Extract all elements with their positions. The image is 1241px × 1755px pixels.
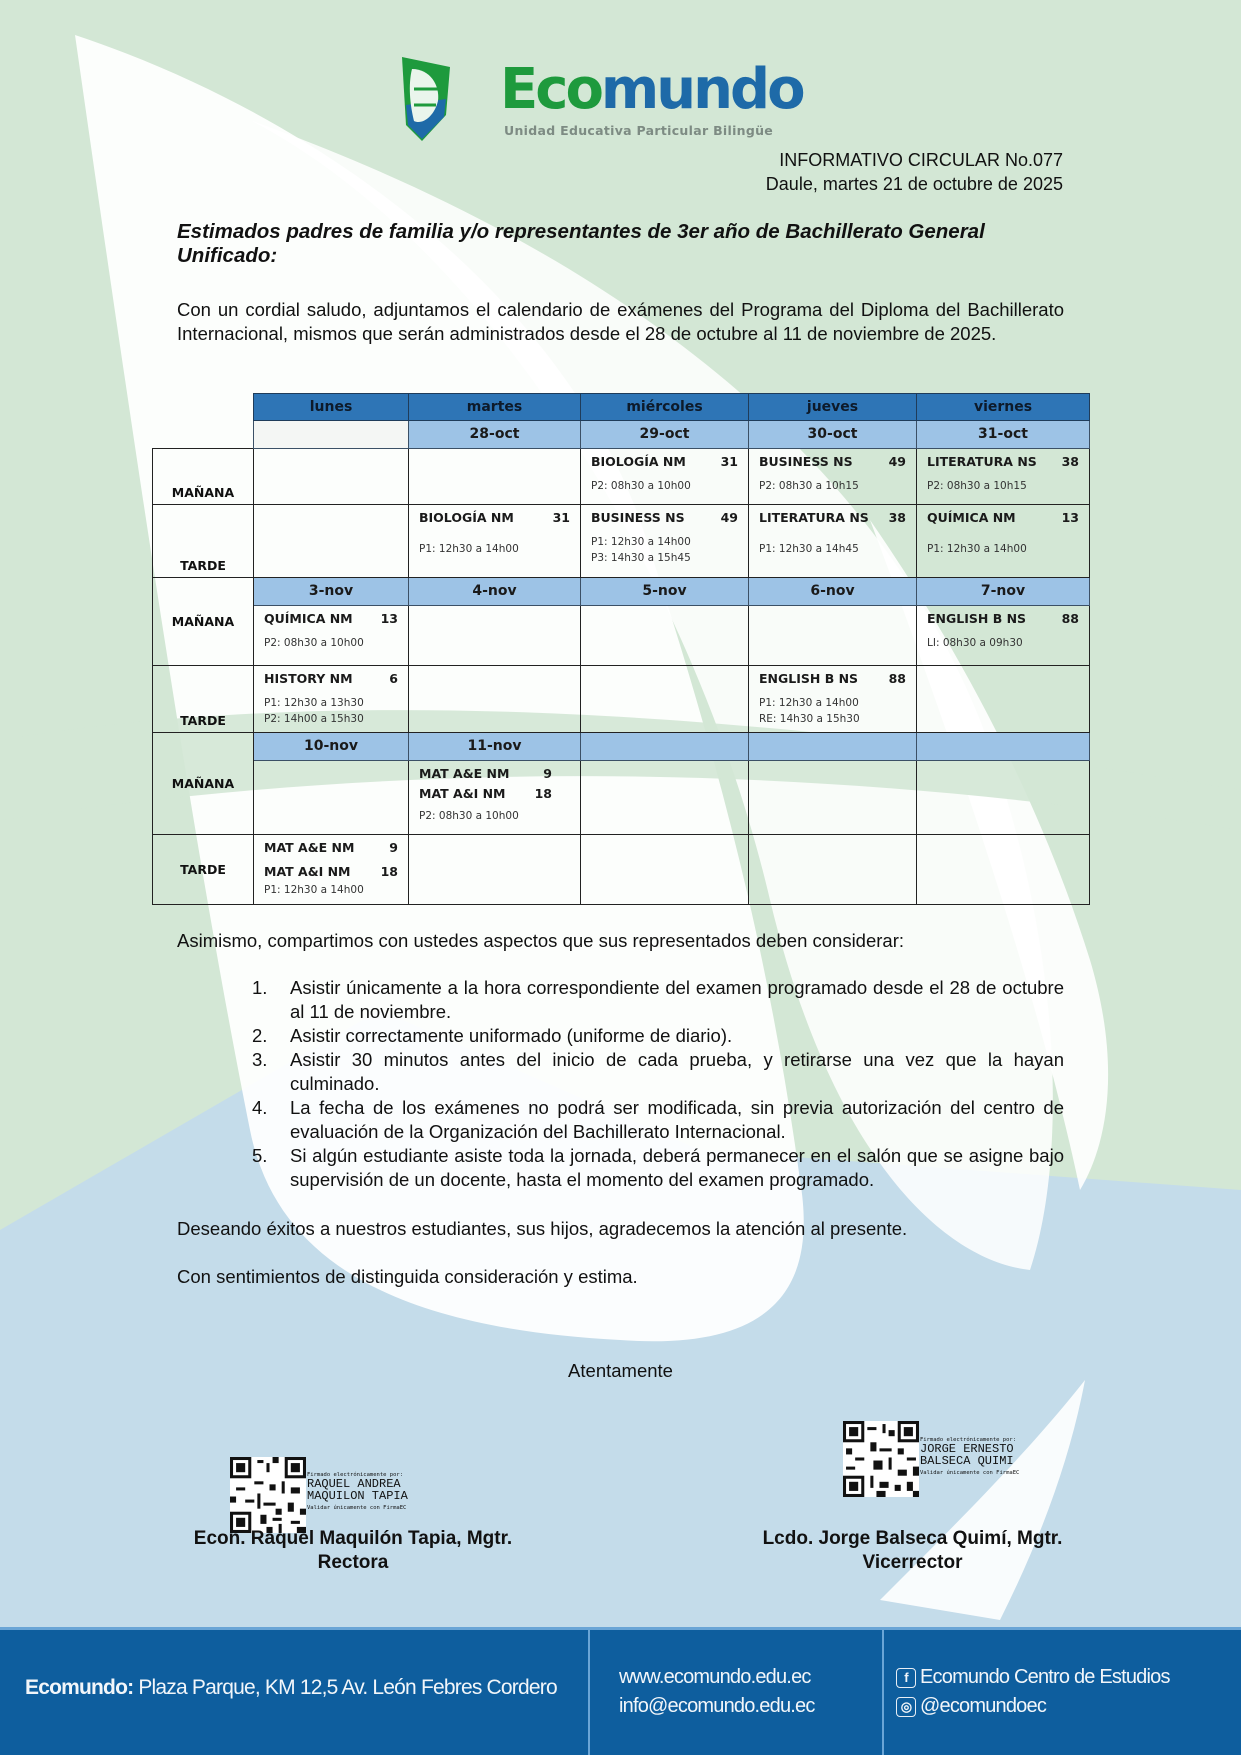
closing-wishes: Deseando éxitos a nuestros estudiantes, sus hijos, agradecemos la atención al presente. xyxy=(177,1218,908,1239)
schedule-cell xyxy=(409,606,581,666)
slot-label-morning: MAÑANA xyxy=(153,733,254,835)
day-header: jueves xyxy=(749,394,917,421)
footer-address: Ecomundo: Plaza Parque, KM 12,5 Av. León Febres Cordero xyxy=(25,1676,557,1699)
exam-entry: BUSINESS NS 49 xyxy=(591,510,738,525)
schedule-cell xyxy=(581,761,749,835)
schedule-cell xyxy=(409,761,581,835)
exam-time: P1: 12h30 a 14h00 xyxy=(264,884,364,896)
exam-entry: ENGLISH B NS 88 xyxy=(759,671,906,686)
circular-number: INFORMATIVO CIRCULAR No.077 xyxy=(779,150,1063,170)
exam-schedule-table xyxy=(152,393,1090,905)
exam-time: P1: 12h30 a 14h45 xyxy=(759,543,859,555)
table-corner xyxy=(153,421,254,449)
qr-code-icon[interactable] xyxy=(843,1421,919,1497)
exam-entry: BIOLOGÍA NM 31 xyxy=(591,454,738,469)
footer-bar xyxy=(0,1627,1241,1755)
exam-time: P1: 12h30 a 14h00 xyxy=(419,543,519,555)
facebook-link[interactable]: f Ecomundo Centro de Estudios xyxy=(896,1663,1170,1692)
instagram-icon: ◎ xyxy=(896,1697,916,1717)
schedule-cell xyxy=(409,505,581,578)
exam-time: P2: 08h30 a 10h00 xyxy=(419,810,519,822)
date-header: 31-oct xyxy=(917,421,1090,449)
date-header: 29-oct xyxy=(581,421,749,449)
schedule-cell xyxy=(749,606,917,666)
slot-label-afternoon: TARDE xyxy=(153,835,254,905)
list-item: 2. Asistir correctamente uniformado (uniforme de diario). xyxy=(252,1025,733,1046)
schedule-cell xyxy=(749,666,917,733)
signatory-role: Rectora xyxy=(317,1552,389,1573)
date-header: 11-nov xyxy=(409,733,581,761)
schedule-cell xyxy=(749,449,917,505)
day-header: martes xyxy=(409,394,581,421)
e-signature-stamp: Firmado electrónicamente por: RAQUEL ANDREA MAQUILON TAPIA Validar únicamente con FirmaEC xyxy=(307,1472,408,1511)
exam-entry: BIOLOGÍA NM 31 xyxy=(419,510,570,525)
schedule-cell xyxy=(581,666,749,733)
schedule-cell xyxy=(254,606,409,666)
exam-time: LI: 08h30 a 09h30 xyxy=(927,637,1023,649)
footer-divider xyxy=(882,1630,884,1755)
slot-label-morning: MAÑANA xyxy=(153,449,254,505)
slot-label-afternoon: TARDE xyxy=(153,505,254,578)
date-header xyxy=(917,733,1090,761)
logo-wordmark: Ecomundo xyxy=(500,57,803,122)
date-header xyxy=(749,733,917,761)
list-item: 1. Asistir únicamente a la hora correspondiente del examen programado desde el 28 de octubre al 11 de noviembre. xyxy=(252,977,1064,1022)
schedule-cell xyxy=(917,835,1090,905)
schedule-cell xyxy=(749,761,917,835)
schedule-cell xyxy=(254,505,409,578)
schedule-cell xyxy=(254,666,409,733)
schedule-cell xyxy=(409,449,581,505)
exam-time: P1: 12h30 a 13h30 xyxy=(264,697,364,709)
exam-time: RE: 14h30 a 15h30 xyxy=(759,713,860,725)
exam-time: P1: 12h30 a 14h00 xyxy=(927,543,1027,555)
schedule-cell xyxy=(917,449,1090,505)
date-header: 3-nov xyxy=(254,578,409,606)
signatory-role: Vicerrector xyxy=(862,1552,963,1573)
date-header: 30-oct xyxy=(749,421,917,449)
exam-time: P2: 08h30 a 10h15 xyxy=(927,480,1027,492)
exam-time: P2: 08h30 a 10h00 xyxy=(264,637,364,649)
e-signature-stamp: Firmado electrónicamente por: JORGE ERNESTO BALSECA QUIMI Validar únicamente con FirmaEC xyxy=(920,1437,1020,1476)
list-item: 5. Si algún estudiante asiste toda la jornada, deberá permanecer en el salón que se asigne bajo supervisión de un docente, hasta el momento del examen programado. xyxy=(252,1145,1064,1190)
schedule-cell xyxy=(254,761,409,835)
schedule-cell xyxy=(917,761,1090,835)
schedule-cell xyxy=(581,505,749,578)
exam-entry: QUÍMICA NM 13 xyxy=(264,611,398,626)
footer-divider xyxy=(588,1630,590,1755)
website-link[interactable]: www.ecomundo.edu.ec xyxy=(619,1666,811,1688)
date-header: 5-nov xyxy=(581,578,749,606)
schedule-cell xyxy=(917,666,1090,733)
schedule-cell xyxy=(581,449,749,505)
email-link[interactable]: info@ecomundo.edu.ec xyxy=(619,1695,815,1717)
exam-time: P2: 14h00 a 15h30 xyxy=(264,713,364,725)
slot-label-morning: MAÑANA xyxy=(153,578,254,666)
exam-time: P3: 14h30 a 15h45 xyxy=(591,552,691,564)
place-date: Daule, martes 21 de octubre de 2025 xyxy=(765,174,1063,194)
exam-schedule xyxy=(152,393,1089,905)
shield-leaf-icon xyxy=(400,55,452,143)
exam-time: P1: 12h30 a 14h00 xyxy=(591,536,691,548)
schedule-cell xyxy=(581,606,749,666)
slot-label-afternoon: TARDE xyxy=(153,666,254,733)
signature-rectora xyxy=(150,1527,556,1575)
schedule-cell xyxy=(749,505,917,578)
exam-entry: QUÍMICA NM 13 xyxy=(927,510,1079,525)
list-item: 3. Asistir 30 minutos antes del inicio de cada prueba, y retirarse una vez que la hayan culminado. xyxy=(252,1049,1064,1094)
schedule-cell xyxy=(917,505,1090,578)
date-header: 7-nov xyxy=(917,578,1090,606)
exam-entry: ENGLISH B NS 88 xyxy=(927,611,1079,626)
date-header xyxy=(581,733,749,761)
table-corner xyxy=(153,394,254,421)
schedule-cell xyxy=(254,449,409,505)
schedule-cell xyxy=(917,606,1090,666)
schedule-cell xyxy=(581,835,749,905)
greeting: Estimados padres de familia y/o representantes de 3er año de Bachillerato General Unificado: xyxy=(177,220,985,267)
date-header xyxy=(254,421,409,449)
list-item: 4. La fecha de los exámenes no podrá ser modificada, sin previa autorización del centro de evaluación de la Organización del Bachillerato Internacional. xyxy=(252,1097,1064,1142)
schedule-cell xyxy=(254,835,409,905)
exam-entry: LITERATURA NS 38 xyxy=(759,510,906,525)
exam-entry: MAT A&I NM 18 xyxy=(419,786,552,801)
footer-social xyxy=(896,1663,1170,1721)
considerations-intro: Asimismo, compartimos con ustedes aspectos que sus representados deben considerar: xyxy=(177,930,905,951)
intro-paragraph: Con un cordial saludo, adjuntamos el calendario de exámenes del Programa del Diploma del Bachillerato Internacional, mismos que serán administrados desde el 28 de octubre al 11 de noviembre de 2025. xyxy=(177,299,1064,344)
day-header: lunes xyxy=(254,394,409,421)
signature-vicerrector xyxy=(720,1527,1105,1575)
exam-time: P2: 08h30 a 10h15 xyxy=(759,480,859,492)
date-header: 6-nov xyxy=(749,578,917,606)
closing-regards: Con sentimientos de distinguida consideración y estima. xyxy=(177,1266,638,1287)
exam-time: P2: 08h30 a 10h00 xyxy=(591,480,691,492)
exam-entry: MAT A&E NM 9 xyxy=(419,766,552,781)
exam-entry: MAT A&E NM 9 xyxy=(264,840,398,855)
sign-off: Atentamente xyxy=(568,1360,673,1381)
date-header: 10-nov xyxy=(254,733,409,761)
exam-entry: BUSINESS NS 49 xyxy=(759,454,906,469)
exam-entry: HISTORY NM 6 xyxy=(264,671,398,686)
schedule-cell xyxy=(749,835,917,905)
instagram-link[interactable]: ◎ @ecomundoec xyxy=(896,1692,1170,1721)
date-header: 4-nov xyxy=(409,578,581,606)
day-header: viernes xyxy=(917,394,1090,421)
ecomundo-logo xyxy=(400,55,820,150)
signatory-name: Lcdo. Jorge Balseca Quimí, Mgtr. xyxy=(762,1528,1063,1549)
facebook-icon: f xyxy=(896,1668,916,1688)
day-header: miércoles xyxy=(581,394,749,421)
date-header: 28-oct xyxy=(409,421,581,449)
logo-tagline: Unidad Educativa Particular Bilingüe xyxy=(504,123,774,138)
footer-contact xyxy=(619,1663,815,1721)
exam-entry: MAT A&I NM 18 xyxy=(264,864,398,879)
schedule-cell xyxy=(409,835,581,905)
signatory-name: Econ. Raquel Maquilón Tapia, Mgtr. xyxy=(193,1528,513,1549)
qr-code-icon[interactable] xyxy=(230,1457,306,1533)
circular-header xyxy=(766,148,1063,196)
exam-entry: LITERATURA NS 38 xyxy=(927,454,1079,469)
exam-time: P1: 12h30 a 14h00 xyxy=(759,697,859,709)
schedule-cell xyxy=(409,666,581,733)
considerations-list xyxy=(248,976,1064,1192)
